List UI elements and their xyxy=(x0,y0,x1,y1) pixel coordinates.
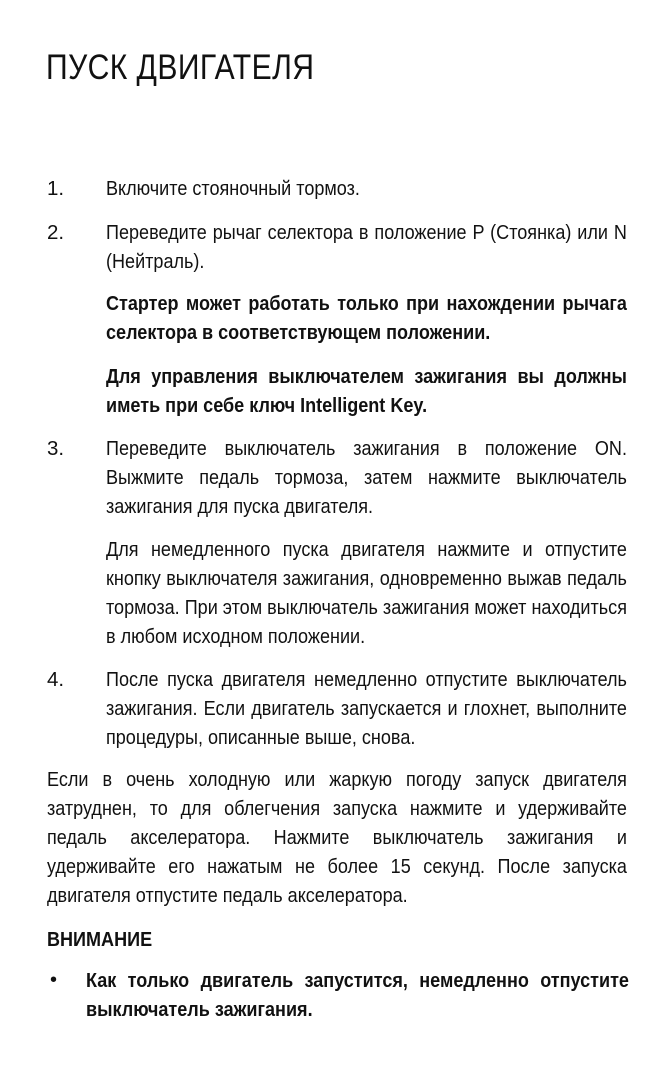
step-1-text: Включите стояночный тормоз. xyxy=(106,177,360,200)
step-4-number: 4. xyxy=(47,668,65,691)
warning-heading: ВНИМАНИЕ xyxy=(47,928,153,951)
step-2-text: Переведите рычаг селектора в положение P (Стоянка) или N (Нейтраль). xyxy=(106,221,627,273)
warning-item: Как только двигатель запустится, немедленно отпустите выключатель зажигания. xyxy=(86,969,629,1021)
step-2-number: 2. xyxy=(47,221,65,244)
step-3-text: Переведите выключатель зажигания в положение ON. Выжмите педаль тормоза, затем нажмите выключатель зажигания для пуска двигателя. xyxy=(106,437,627,518)
step-3-extra: Для немедленного пуска двигателя нажмите и отпустите кнопку выключателя зажигания, одновременно выжав педаль тормоза. При этом выключатель зажигания может находиться в любом исходном положении. xyxy=(106,538,627,648)
cold-weather-paragraph: Если в очень холодную или жаркую погоду запуск двигателя затруднен, то для облегчения запуска нажмите и удерживайте педаль акселератора. Нажмите выключатель зажигания и удерживайте его нажатым не более 15 секунд. После запуска двигателя отпустите педаль акселератора. xyxy=(47,768,627,907)
step-2-note-starter: Стартер может работать только при нахождении рычага селектора в соответствующем положении. xyxy=(106,292,627,344)
step-2-note-key: Для управления выключателем зажигания вы должны иметь при себе ключ Intelligent Key. xyxy=(106,365,627,417)
step-1-number: 1. xyxy=(47,177,65,200)
warning-bullet: • xyxy=(50,969,58,991)
page-title: ПУСК ДВИГАТЕЛЯ xyxy=(46,48,315,87)
step-3-number: 3. xyxy=(47,437,65,460)
step-4-text: После пуска двигателя немедленно отпустите выключатель зажигания. Если двигатель запускается и глохнет, выполните процедуры, описанные выше, снова. xyxy=(106,668,627,749)
